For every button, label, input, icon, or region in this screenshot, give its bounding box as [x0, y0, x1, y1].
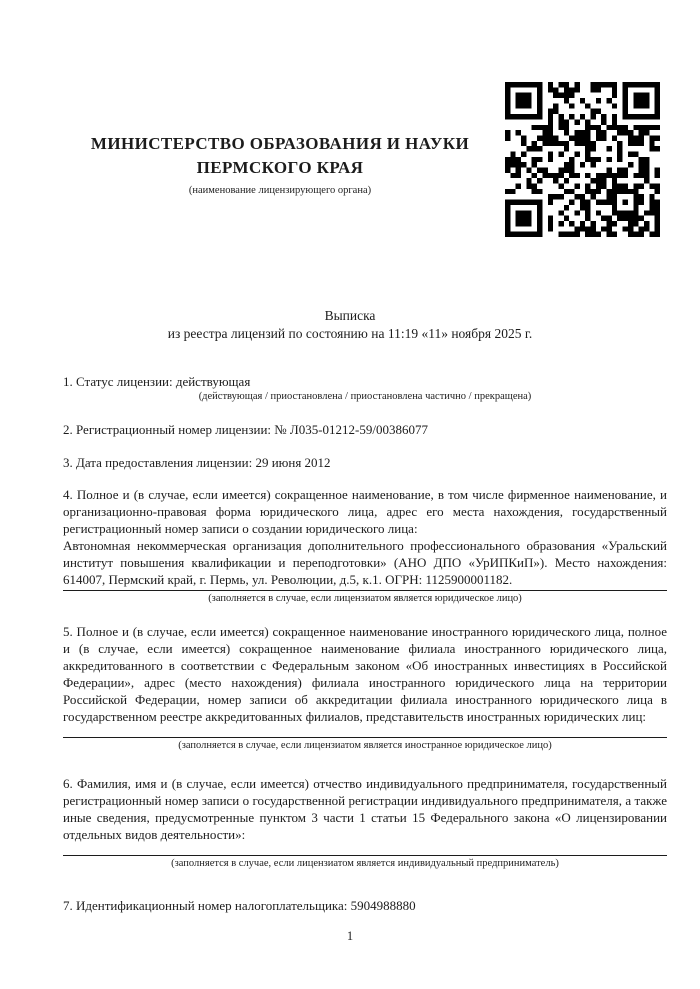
- legal-entity-underline: [63, 590, 667, 591]
- licensing-authority-block: [63, 132, 505, 198]
- item-taxpayer-number: [63, 897, 667, 914]
- document-body: [0, 373, 700, 914]
- item-legal-entity: [63, 486, 667, 606]
- item-registration-number: [63, 421, 667, 438]
- individual-entrepreneur-label: 6. Фамилия, имя и (в случае, если имеется) отчество индивидуального предпринимателя, государственный регистрационный номер записи о государственной регистрации индивидуального предпринимателя, а также иные сведения, предусмотренные пунктом 3 части 1 статьи 15 Федерального закона «О лицензировании отдельных видов деятельности»:: [63, 776, 667, 842]
- ministry-name-line1: МИНИСТЕРСТВО ОБРАЗОВАНИЯ И НАУКИ: [90, 134, 470, 153]
- title-line1: Выписка: [324, 308, 376, 323]
- individual-entrepreneur-caption: (заполняется в случае, если лицензиатом является индивидуальный предприниматель): [171, 858, 559, 869]
- document-header: [0, 0, 700, 237]
- legal-entity-value: Автономная некоммерческая организация дополнительного профессионального образования «Уральский институт повышения квалификации и переподготовки» (АНО ДПО «УрИПКиП»). Место нахождения: 614007, Пермский край, г. Пермь, ул. Революции, д.5, к.1. ОГРН: 1125900001182.: [63, 538, 667, 587]
- registration-number-text: 2. Регистрационный номер лицензии: № Л035-01212-59/00386077: [63, 422, 429, 437]
- foreign-entity-underline: [63, 737, 667, 738]
- foreign-entity-caption: (заполняется в случае, если лицензиатом является иностранное юридическое лицо): [178, 740, 552, 751]
- ministry-name-line2: ПЕРМСКОГО КРАЯ: [196, 158, 364, 177]
- license-status-options-caption: (действующая / приостановлена / приостановлена частично / прекращена): [198, 391, 532, 402]
- item-license-status: [63, 373, 667, 404]
- license-grant-date-text: 3. Дата предоставления лицензии: 29 июня 2012: [63, 455, 331, 470]
- legal-entity-caption: (заполняется в случае, если лицензиатом является юридическое лицо): [208, 593, 522, 604]
- individual-entrepreneur-underline: [63, 855, 667, 856]
- qr-code-icon: [505, 82, 660, 237]
- legal-entity-label: 4. Полное и (в случае, если имеется) сокращенное наименование, в том числе фирменное наименование, и организационно-правовая форма юридического лица, адрес его места нахождения, государственный регистрационный номер записи о создании юридического лица:: [63, 487, 667, 536]
- license-status-text: 1. Статус лицензии: действующая: [63, 374, 251, 389]
- title-line2: из реестра лицензий по состоянию на 11:19 «11» ноября 2025 г.: [167, 326, 533, 341]
- item-license-grant-date: [63, 454, 667, 471]
- licensing-authority-caption: (наименование лицензирующего органа): [188, 185, 372, 196]
- item-individual-entrepreneur: [63, 775, 667, 871]
- item-foreign-entity: [63, 623, 667, 753]
- page-number: 1: [346, 929, 354, 943]
- foreign-entity-label: 5. Полное и (в случае, если имеется) сокращенное наименование иностранного юридического лица, полное и (в случае, если имеется) сокращенное наименование филиала иностранного юридического лица, аккредитованного в соответствии с Федеральным законом «Об иностранных инвестициях в Российской Федерации», адрес (место нахождения) филиала иностранного юридического лица на территории Российской Федерации, номер записи об аккредитации филиала иностранного юридического лица в государственном реестре аккредитованных филиалов, представительств иностранных юридических лиц:: [63, 624, 667, 724]
- taxpayer-number-text: 7. Идентификационный номер налогоплательщика: 5904988880: [63, 898, 416, 913]
- document-title: [0, 307, 700, 343]
